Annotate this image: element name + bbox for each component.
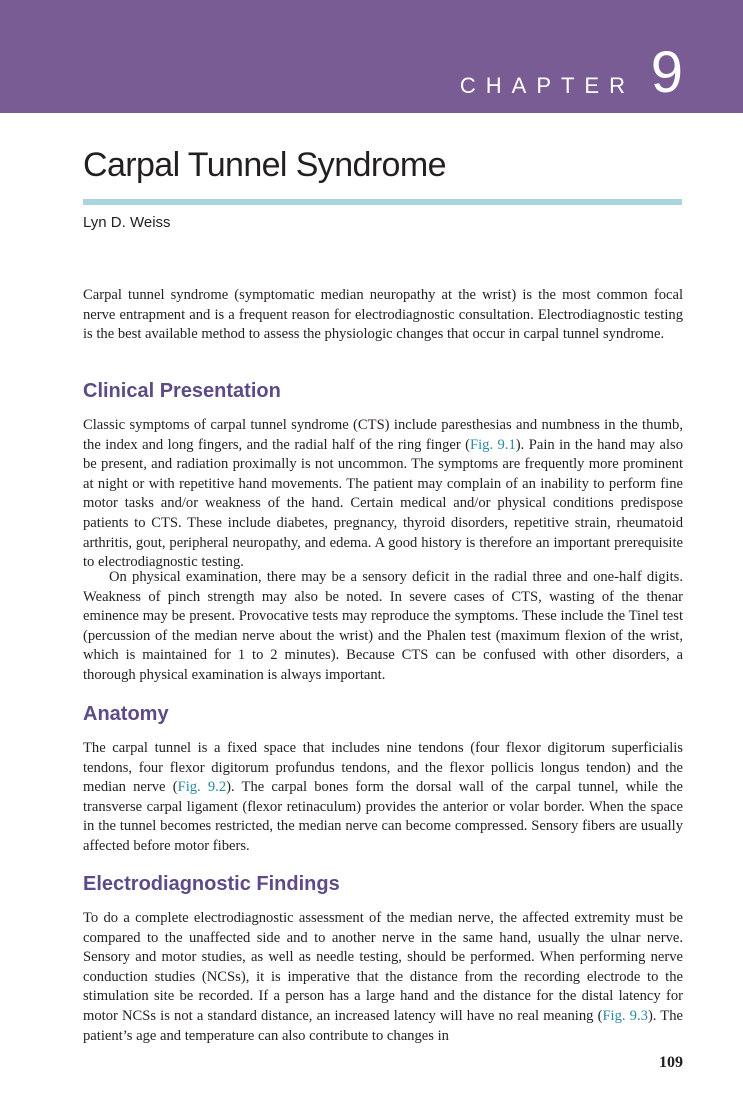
- paragraph-text: The carpal tunnel is a fixed space that includes nine tendons (four flexor digitorum superficialis tendons, four flexor digitorum profundus tendons, and the flexor pollicis longus tendon) and the median nerve (: [83, 740, 683, 796]
- paragraph-text: To do a complete electrodiagnostic assessment of the median nerve, the affected extremity must be compared to the unaffected side and to another nerve in the same hand, usually the ulnar nerve. Sensory and motor studies, as well as needle testing, should be performed. When performing nerve conduction studies (NCSs), it is imperative that the distance from the recording electrode to the stimulation site be recorded. If a person has a large hand and the distance for the distal latency for motor NCSs is not a standard distance, an increased latency will have no real meaning (: [83, 910, 683, 1024]
- heading-clinical-presentation: Clinical Presentation: [83, 380, 281, 402]
- figure-link-9-3[interactable]: Fig. 9.3: [602, 1007, 648, 1024]
- chapter-label: CHAPTER: [459, 73, 635, 98]
- author-name: Lyn D. Weiss: [83, 214, 171, 231]
- page-number: 109: [659, 1054, 683, 1071]
- figure-link-9-1[interactable]: Fig. 9.1: [470, 436, 516, 453]
- intro-paragraph: Carpal tunnel syndrome (symptomatic median neuropathy at the wrist) is the most common focal nerve entrapment and is a frequent reason for electrodiagnostic consultation. Electrodiagnostic testing is the best available method to assess the physiologic changes that occur in carpal tunnel syndrome.: [83, 287, 683, 343]
- chapter-number: 9: [650, 40, 683, 105]
- chapter-banner: [0, 0, 743, 113]
- paragraph-text: ). The carpal bones form the dorsal wall of the carpal tunnel, while the transverse carpal ligament (flexor retinaculum) provides the anterior or volar border. When the space in the tunnel becomes restricted, the median nerve can become compressed. Sensory fibers are usually affected before motor fibers.: [83, 779, 683, 854]
- paragraph-text: ). Pain in the hand may also be present, and radiation proximally is not uncommon. The symptoms are frequently more prominent at night or with repetitive hand movements. The patient may complain of an inability to perform fine motor tasks and/or weakness of the hand. Certain medical and/or physical conditions predispose patients to CTS. These include diabetes, pregnancy, thyroid disorders, repetitive strain, rheumatoid arthritis, gout, peripheral neuropathy, and edema. A good history is therefore an important prerequisite to electrodiagnostic testing.: [83, 436, 683, 571]
- figure-link-9-2[interactable]: Fig. 9.2: [177, 779, 227, 796]
- heading-anatomy: Anatomy: [83, 703, 169, 725]
- paragraph-text: ). The patient’s age and temperature can also contribute to changes in: [83, 1007, 683, 1044]
- anatomy-paragraph: [83, 739, 683, 857]
- electrodiagnostic-paragraph: [83, 909, 683, 1046]
- paragraph-text: Classic symptoms of carpal tunnel syndrome (CTS) include paresthesias and numbness in the thumb, the index and long fingers, and the radial half of the ring finger (: [83, 417, 683, 453]
- chapter-title: Carpal Tunnel Syndrome: [83, 146, 446, 184]
- clinical-paragraph-1: [83, 416, 683, 573]
- heading-electrodiagnostic-findings: Electrodiagnostic Findings: [83, 873, 340, 895]
- clinical-paragraph-2: On physical examination, there may be a sensory deficit in the radial three and one-half digits. Weakness of pinch strength may also be noted. In severe cases of CTS, wasting of the thenar eminence may be present. Provocative tests may reproduce the symptoms. These include the Tinel test (percussion of the median nerve about the wrist) and the Phalen test (maximum flexion of the wrist, which is maintained for 1 to 2 minutes). Because CTS can be confused with other disorders, a thorough physical examination is always important.: [83, 569, 683, 683]
- title-rule: [83, 199, 682, 205]
